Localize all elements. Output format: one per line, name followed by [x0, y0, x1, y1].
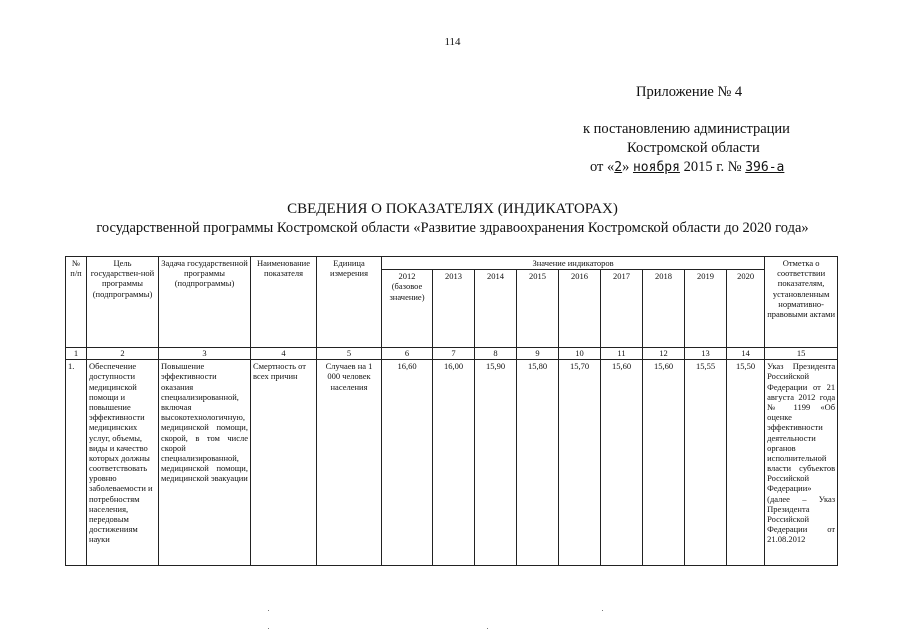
row-value-2014: 15,90 — [475, 360, 517, 566]
decree-line-2: Костромской области — [627, 140, 760, 156]
header-year: 2020 — [727, 270, 765, 348]
scan-speck — [268, 628, 269, 629]
column-number: 15 — [765, 348, 838, 360]
document-title: СВЕДЕНИЯ О ПОКАЗАТЕЛЯХ (ИНДИКАТОРАХ) — [287, 201, 618, 217]
row-value-2015: 15,80 — [517, 360, 559, 566]
column-number: 8 — [475, 348, 517, 360]
document-subtitle: государственной программы Костромской области «Развитие здравоохранения Костромской области до 2020 года» — [96, 220, 809, 236]
column-number: 11 — [601, 348, 643, 360]
header-year: 2013 — [433, 270, 475, 348]
appendix-title: Приложение № 4 — [636, 84, 743, 100]
row-value-2018: 15,60 — [643, 360, 685, 566]
row-value-2019: 15,55 — [685, 360, 727, 566]
column-number: 7 — [433, 348, 475, 360]
row-goal: Обеспечение доступности медицинской помощи и повышение эффективности медицинских услуг, объемы, виды и качество которых должны соответствовать уровню заболеваемости и потребностям населения, передовым достижениям науки — [87, 360, 159, 566]
header-year-2012: 2012 (базовое значение) — [382, 270, 433, 348]
indicators-table — [65, 256, 838, 566]
header-year: 2018 — [643, 270, 685, 348]
row-value-2013: 16,00 — [433, 360, 475, 566]
column-number: 13 — [685, 348, 727, 360]
decree-number: 396-а — [745, 160, 785, 175]
header-task: Задача государственной программы (подпрограммы) — [159, 257, 251, 348]
header-goal: Цель государствен-ной программы (подпрограммы) — [87, 257, 159, 348]
row-no: 1. — [66, 360, 87, 566]
row-value-2016: 15,70 — [559, 360, 601, 566]
header-year: 2014 — [475, 270, 517, 348]
column-number: 2 — [87, 348, 159, 360]
header-values-group: Значение индикаторов — [382, 257, 765, 270]
header-year: 2015 — [517, 270, 559, 348]
header-note: Отметка о соответствии показателям, установленным нормативно-правовыми актами — [765, 257, 838, 348]
header-no: № п/п — [66, 257, 87, 348]
row-unit: Случаев на 1 000 человек населения — [317, 360, 382, 566]
table-row — [66, 360, 838, 566]
decree-day: 2 — [614, 160, 623, 175]
decree-date-mid: » — [622, 159, 633, 175]
row-task: Повышение эффективности оказания специализированной, включая высокотехнологичную, медицинской помощи, скорой, в том числе скорой специализированной, медицинской помощи, медицинской эвакуации — [159, 360, 251, 566]
row-value-2012: 16,60 — [382, 360, 433, 566]
scan-speck — [602, 610, 603, 611]
row-note: Указ Президента Российской Федерации от 21 августа 2012 года № 1199 «Об оценке эффективности деятельности органов исполнительной власти субъектов Российской Федерации» (далее – Указ Президента Российской Федерации от 21.08.2012 — [765, 360, 838, 566]
table-header-row — [66, 257, 838, 270]
column-number: 6 — [382, 348, 433, 360]
column-number: 9 — [517, 348, 559, 360]
decree-line-3 — [590, 159, 784, 176]
row-value-2020: 15,50 — [727, 360, 765, 566]
column-number: 4 — [251, 348, 317, 360]
decree-line-1: к постановлению администрации — [583, 121, 790, 137]
column-number: 1 — [66, 348, 87, 360]
header-indicator: Наименование показателя — [251, 257, 317, 348]
column-number: 10 — [559, 348, 601, 360]
header-year: 2019 — [685, 270, 727, 348]
header-year: 2017 — [601, 270, 643, 348]
scan-speck — [487, 628, 488, 629]
column-number: 12 — [643, 348, 685, 360]
decree-month: ноября — [632, 160, 680, 175]
column-number: 5 — [317, 348, 382, 360]
header-year: 2016 — [559, 270, 601, 348]
row-value-2017: 15,60 — [601, 360, 643, 566]
decree-year: 2015 г. № — [679, 159, 746, 175]
scan-speck — [268, 610, 269, 611]
row-indicator: Смертность от всех причин — [251, 360, 317, 566]
header-unit: Единица измерения — [317, 257, 382, 348]
column-number: 14 — [727, 348, 765, 360]
column-number: 3 — [159, 348, 251, 360]
decree-date-prefix: от « — [590, 159, 615, 175]
column-number-row — [66, 348, 838, 360]
page-number: 114 — [444, 36, 461, 48]
